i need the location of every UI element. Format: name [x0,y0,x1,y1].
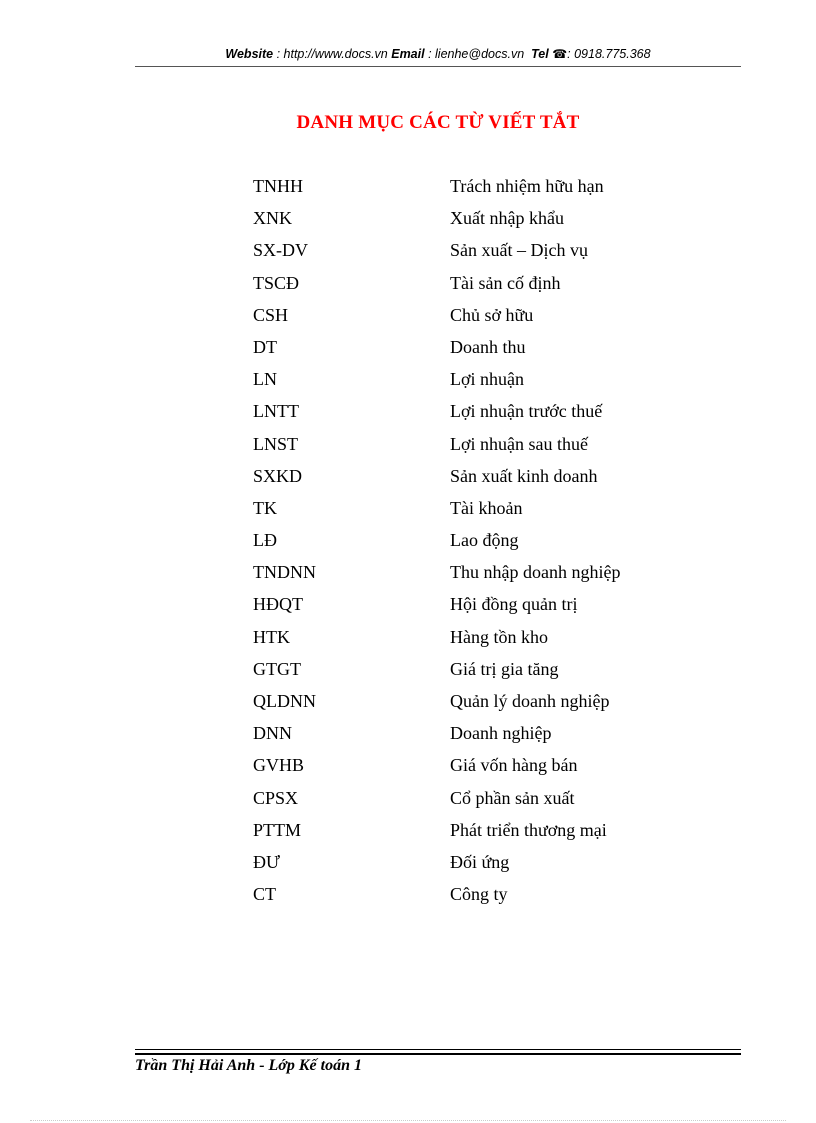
abbreviation: ĐƯ [253,851,280,872]
abbreviation-meaning: Hàng tồn kho [450,626,548,647]
abbreviation: DNN [253,723,292,744]
abbreviation-meaning: Hội đồng quản trị [450,594,578,615]
list-item [0,562,816,594]
abbreviation-meaning: Lợi nhuận [450,369,525,390]
abbreviation-meaning: Sản xuất – Dịch vụ [450,240,588,261]
abbreviation: LĐ [253,530,277,551]
list-item [0,498,816,530]
abbreviation: GVHB [253,755,305,776]
list-item [0,176,816,208]
abbreviation: SX-DV [253,240,309,261]
abbreviation-meaning: Cổ phần sản xuất [450,787,575,808]
email-address[interactable]: lienhe@docs.vn [435,47,525,61]
abbreviation-meaning: Sản xuất kinh doanh [450,465,598,486]
list-item [0,691,816,723]
list-item [0,530,816,562]
abbreviation-meaning: Tài khoản [450,497,523,518]
abbreviation-meaning: Tài sản cố định [450,272,561,293]
list-item [0,369,816,401]
abbreviation-meaning: Xuất nhập khẩu [450,208,564,229]
abbreviation-meaning: Doanh nghiệp [450,723,552,744]
abbreviation-meaning: Lợi nhuận sau thuế [450,433,588,454]
list-item [0,240,816,272]
website-label: Website [225,47,274,61]
abbreviation: TNHH [253,176,303,196]
abbreviation: SXKD [253,465,303,486]
header-divider [135,66,741,67]
abbreviation: HTK [253,626,290,647]
footer-author: Trần Thị Hải Anh - Lớp Kế toán 1 [135,1057,362,1074]
abbreviation: TNDNN [253,562,316,583]
abbreviation: QLDNN [253,691,316,711]
abbreviation: TK [253,497,277,518]
abbreviation: TSCĐ [253,272,300,293]
abbreviation: CSH [253,304,289,325]
list-item [0,884,816,916]
list-item [0,401,816,433]
phone-icon: ☎ [552,47,568,61]
list-item [0,723,816,755]
abbreviation-meaning: Đối ứng [450,851,510,872]
list-item [0,755,816,787]
abbreviation-meaning: Lợi nhuận trước thuế [450,401,603,422]
abbreviation-meaning: Lao động [450,530,519,551]
abbreviation: DT [253,336,277,357]
abbreviation-meaning: Công ty [450,884,508,905]
tel-label: Tel [531,47,549,61]
list-item [0,337,816,369]
list-item [0,820,816,852]
list-item [0,627,816,659]
footer-divider [135,1049,741,1050]
abbreviation-meaning: Quản lý doanh nghiệp [450,691,610,711]
page-title: DANH MỤC CÁC TỪ VIẾT TẮT [296,112,580,133]
page-header: Website : http://www.docs.vn Email : lienhe@docs.vn Tel ☎: 0918.775.368 [225,47,651,61]
website-url[interactable]: http://www.docs.vn [283,47,388,61]
abbreviation-meaning: Thu nhập doanh nghiệp [450,562,621,583]
abbreviation-meaning: Doanh thu [450,336,526,357]
abbreviation: CT [253,884,277,905]
tel-number: 0918.775.368 [574,47,651,61]
abbreviation: HĐQT [253,594,303,615]
abbreviation: LN [253,369,277,390]
abbreviation-meaning: Phát triển thương mại [450,819,607,840]
abbreviation-meaning: Trách nhiệm hữu hạn [450,176,604,196]
list-item [0,273,816,305]
list-item [0,466,816,498]
abbreviation: PTTM [253,819,302,840]
email-label: Email [391,47,425,61]
abbreviation: GTGT [253,658,301,679]
list-item [0,434,816,466]
abbreviation-list [0,176,816,916]
list-item [0,305,816,337]
abbreviation-meaning: Giá vốn hàng bán [450,755,578,776]
abbreviation-meaning: Chủ sở hữu [450,304,534,325]
abbreviation: LNST [253,433,298,454]
abbreviation-meaning: Giá trị gia tăng [450,658,559,679]
list-item [0,852,816,884]
list-item [0,788,816,820]
abbreviation: XNK [253,208,292,229]
list-item [0,208,816,240]
list-item [0,659,816,691]
page-bottom-border [30,1120,786,1121]
abbreviation: CPSX [253,787,299,808]
footer-divider-thick [135,1053,741,1055]
list-item [0,594,816,626]
abbreviation: LNTT [253,401,299,422]
